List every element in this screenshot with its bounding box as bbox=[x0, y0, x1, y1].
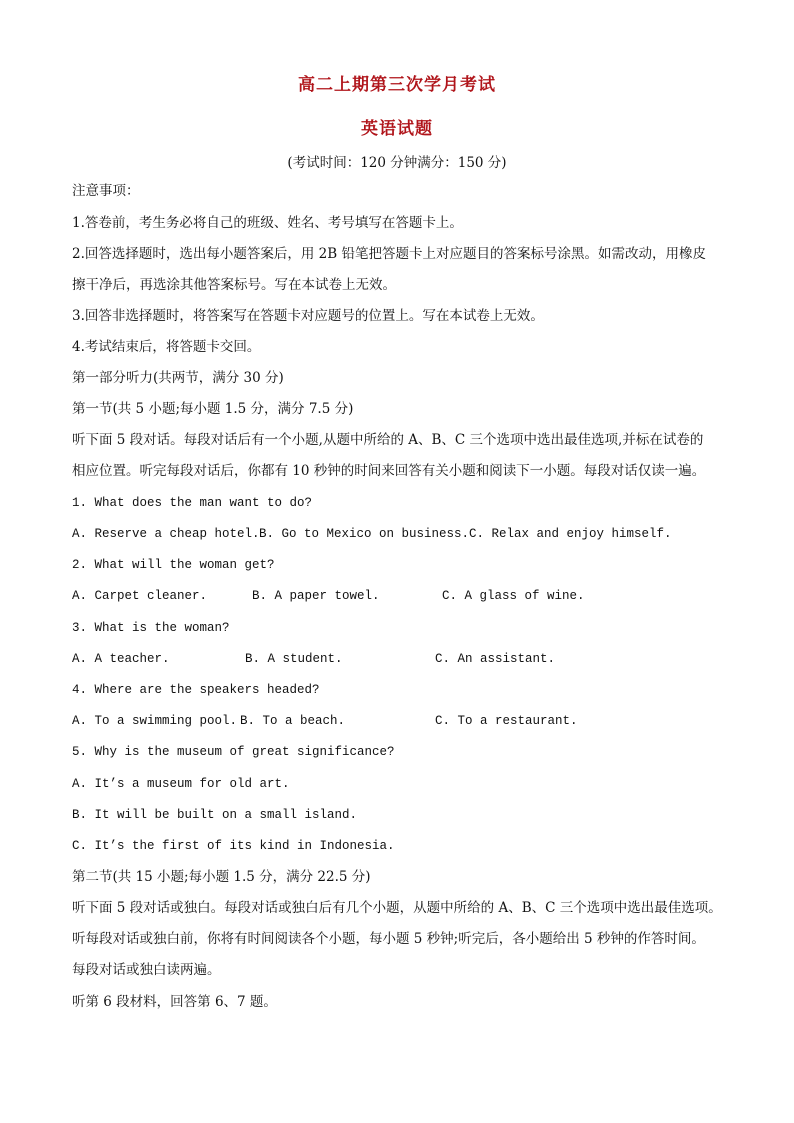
question-options bbox=[72, 712, 578, 730]
section1-instructions: 听下面 5 段对话。每段对话后有一个小题,从题中所给的 A、B、C 三个选项中选出最佳选项,并标在试卷的 bbox=[72, 432, 704, 448]
option-a: A. Reserve a cheap hotel. bbox=[72, 527, 260, 541]
question-stem: 4. Where are the speakers headed? bbox=[72, 683, 320, 697]
question-stem: 1. What does the man want to do? bbox=[72, 496, 313, 510]
note-item: 1.答卷前，考生务必将自己的班级、姓名、考号填写在答题卡上。 bbox=[72, 215, 463, 231]
question-stem: 2. What will the woman get? bbox=[72, 558, 275, 572]
question-stem: 3. What is the woman? bbox=[72, 621, 230, 635]
note-item: 擦干净后，再选涂其他答案标号。写在本试卷上无效。 bbox=[72, 277, 396, 293]
option-b: B. It will be built on a small island. bbox=[72, 808, 358, 822]
option-b: B. A paper towel. bbox=[252, 589, 380, 603]
option-c: C. Relax and enjoy himself. bbox=[469, 527, 672, 541]
section2-heading: 第二节(共 15 小题;每小题 1.5 分，满分 22.5 分) bbox=[72, 869, 371, 885]
section2-instructions: 每段对话或独白读两遍。 bbox=[72, 962, 221, 978]
option-c: C. It’s the first of its kind in Indonesia. bbox=[72, 839, 395, 853]
exam-title: 高二上期第三次学月考试 bbox=[298, 75, 496, 95]
option-b: B. To a beach. bbox=[240, 714, 346, 728]
option-c: C. A glass of wine. bbox=[442, 589, 585, 603]
option-a: A. To a swimming pool. bbox=[72, 714, 238, 728]
option-b: B. A student. bbox=[245, 652, 343, 666]
option-b: B. Go to Mexico on business. bbox=[259, 527, 470, 541]
note-item: 4.考试结束后，将答题卡交回。 bbox=[72, 339, 261, 355]
note-item: 3.回答非选择题时，将答案写在答题卡对应题号的位置上。写在本试卷上无效。 bbox=[72, 308, 544, 324]
option-c: C. To a restaurant. bbox=[435, 714, 578, 728]
section2-instructions: 听下面 5 段对话或独白。每段对话或独白后有几个小题，从题中所给的 A、B、C 三个选项中选出最佳选项。 bbox=[72, 900, 722, 916]
option-c: C. An assistant. bbox=[435, 652, 556, 666]
section1-heading: 第一节(共 5 小题;每小题 1.5 分，满分 7.5 分) bbox=[72, 401, 354, 417]
question-stem: 5. Why is the museum of great significance? bbox=[72, 745, 395, 759]
notes-heading: 注意事项： bbox=[72, 183, 140, 199]
option-a: A. Carpet cleaner. bbox=[72, 589, 208, 603]
section1-instructions: 相应位置。听完每段对话后，你都有 10 秒钟的时间来回答有关小题和阅读下一小题。每段对话仅读一遍。 bbox=[72, 463, 706, 479]
subject-title: 英语试题 bbox=[361, 119, 433, 139]
part1-heading: 第一部分听力(共两节，满分 30 分) bbox=[72, 370, 284, 386]
section2-instructions: 听每段对话或独白前，你将有时间阅读各个小题，每小题 5 秒钟;听完后，各小题给出 5 秒钟的作答时间。 bbox=[72, 931, 705, 947]
question-options bbox=[72, 650, 555, 668]
note-item: 2.回答选择题时，选出每小题答案后，用 2B 铅笔把答题卡上对应题目的答案标号涂黑。如需改动，用橡皮 bbox=[72, 246, 706, 262]
question-options bbox=[72, 525, 672, 543]
exam-info: (考试时间：120 分钟满分：150 分) bbox=[287, 155, 507, 171]
option-a: A. A teacher. bbox=[72, 652, 170, 666]
material-note: 听第 6 段材料，回答第 6、7 题。 bbox=[72, 994, 277, 1010]
question-options bbox=[72, 587, 585, 605]
option-a: A. It’s a museum for old art. bbox=[72, 777, 290, 791]
